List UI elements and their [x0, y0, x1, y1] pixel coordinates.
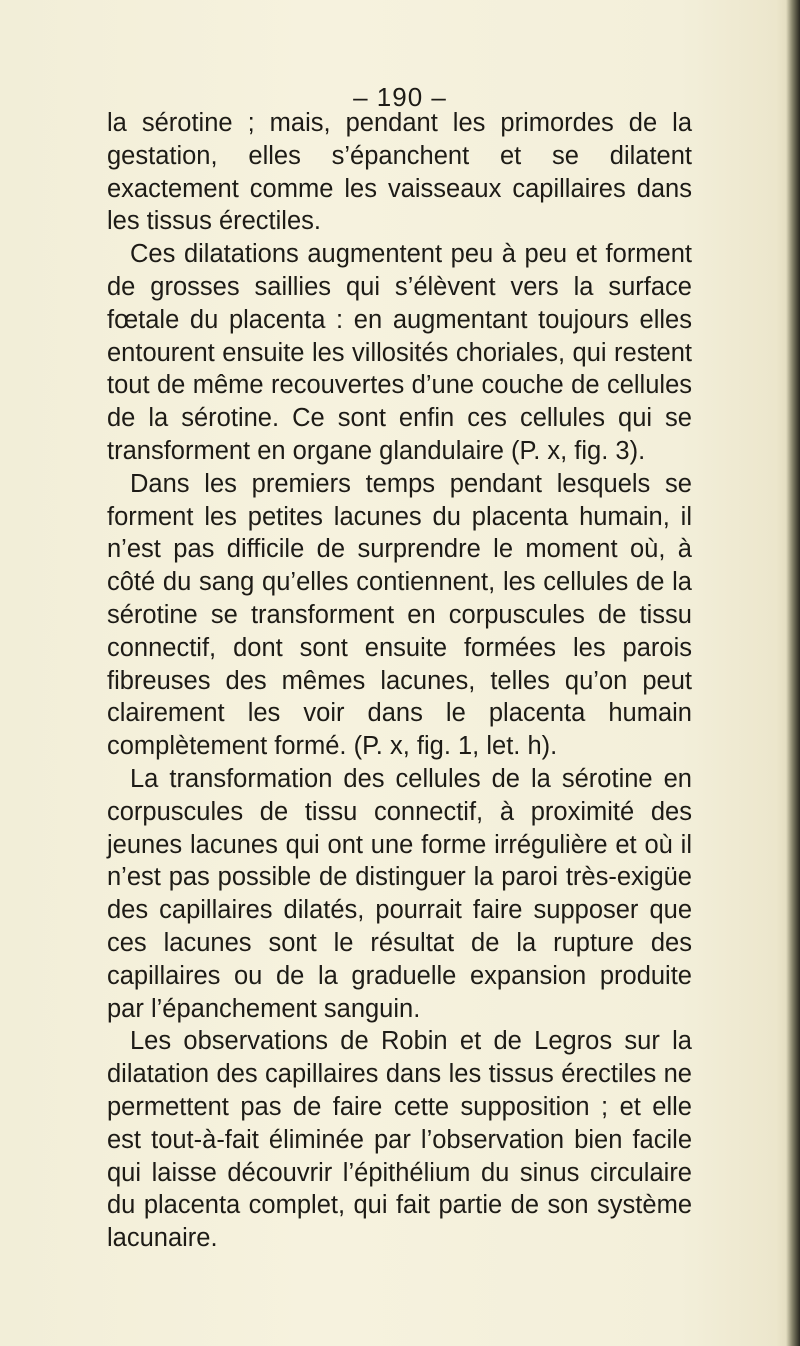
paragraph-dilatations: Ces dilatations augmentent peu à peu et forment de grosses saillies qui s’élèvent vers la surface fœtale du placenta : en augmentant toujours elles entourent ensuite les villosités choriales, qui restent tout de même recouvertes d’une couche de cellules de la sérotine. Ce sont enfin ces cellules qui se transforment en organe glandulaire (P. x, fig. 3). — [107, 240, 692, 465]
body-text — [107, 107, 692, 1255]
paragraph-observations: Les observations de Robin et de Legros sur la dilatation des capillaires dans les tissus érectiles ne permettent pas de faire cette supposition ; et elle est tout-à-fait éliminée par l’observation bien facile qui laisse découvrir l’épithélium du sinus circulaire du placenta complet, qui fait partie de son système lacunaire. — [107, 1027, 692, 1253]
page-edge-shadow — [786, 0, 800, 1346]
paragraph-transformation: La transformation des cellules de la sérotine en corpuscules de tissu connectif, à proximité des jeunes lacunes qui ont une forme irrégulière et où il n’est pas possible de distinguer la paroi très-exigüe des capillaires dilatés, pourrait faire supposer que ces lacunes sont le résultat de la rupture des capillaires ou de la graduelle expansion produite par l’épanchement sanguin. — [107, 764, 692, 1023]
paragraph-premiers-temps: Dans les premiers temps pendant lesquels se forment les petites lacunes du placenta humain, il n’est pas difficile de surprendre le moment où, à côté du sang qu’elles contiennent, les cellules de la sérotine se transforment en corpuscules de tissu connectif, dont sont ensuite formées les parois fibreuses des mêmes lacunes, telles qu’on peut clairement les voir dans le placenta humain complètement formé. (P. x, fig. 1, let. h). — [107, 469, 692, 761]
page-number: – 190 – — [353, 82, 447, 112]
paragraph-continuation: la sérotine ; mais, pendant les primordes de la gestation, elles s’épanchent et se dilatent exactement comme les vaisseaux capillaires dans les tissus érectiles. — [107, 109, 692, 236]
